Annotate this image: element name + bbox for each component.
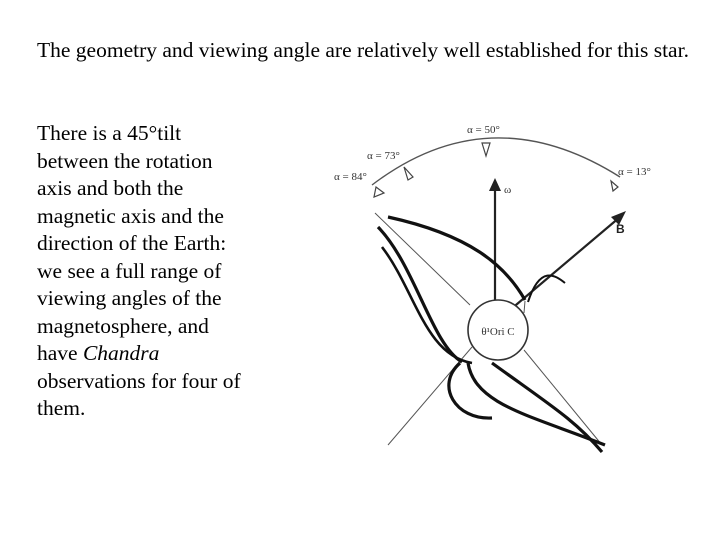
body-line: magnetosphere, and xyxy=(37,313,209,338)
tick-84-marker xyxy=(374,187,384,197)
body-line: axis and both the xyxy=(37,176,184,200)
tick-73-marker xyxy=(404,167,413,180)
body-line: them. xyxy=(37,396,86,420)
angle-label-50: α = 50° xyxy=(467,124,500,136)
body-text xyxy=(37,120,277,423)
tick-50-marker xyxy=(482,143,490,156)
body-line: viewing angles of the xyxy=(37,286,222,310)
magnetic-axis xyxy=(510,217,620,310)
radial-line xyxy=(524,301,525,313)
body-line: observations for four of xyxy=(37,368,241,393)
b-label: B xyxy=(616,222,625,236)
body-line-prefix: have xyxy=(37,341,83,365)
star-label: θ¹Ori C xyxy=(481,326,515,338)
body-line: between the rotation xyxy=(37,148,213,173)
tick-13-marker xyxy=(611,181,618,191)
omega-label: ω xyxy=(504,184,512,196)
rotation-axis-arrowhead xyxy=(489,178,501,191)
body-line: we see a full range of xyxy=(37,258,222,283)
field-loop xyxy=(388,217,525,300)
body-line: magnetic axis and the xyxy=(37,203,224,228)
angle-label-13: α = 13° xyxy=(618,166,651,178)
magnetosphere-diagram xyxy=(320,115,680,465)
angle-label-73: α = 73° xyxy=(367,150,400,162)
body-line: direction of the Earth: xyxy=(37,231,227,255)
body-line xyxy=(37,340,277,368)
field-loop xyxy=(378,227,462,362)
body-line: There is a 45°tilt xyxy=(37,121,182,145)
angle-label-84: α = 84° xyxy=(334,171,367,183)
chandra-italic: Chandra xyxy=(82,341,160,365)
intro-text: The geometry and viewing angle are relatively well established for this star. xyxy=(37,38,689,62)
field-loop xyxy=(382,247,472,363)
